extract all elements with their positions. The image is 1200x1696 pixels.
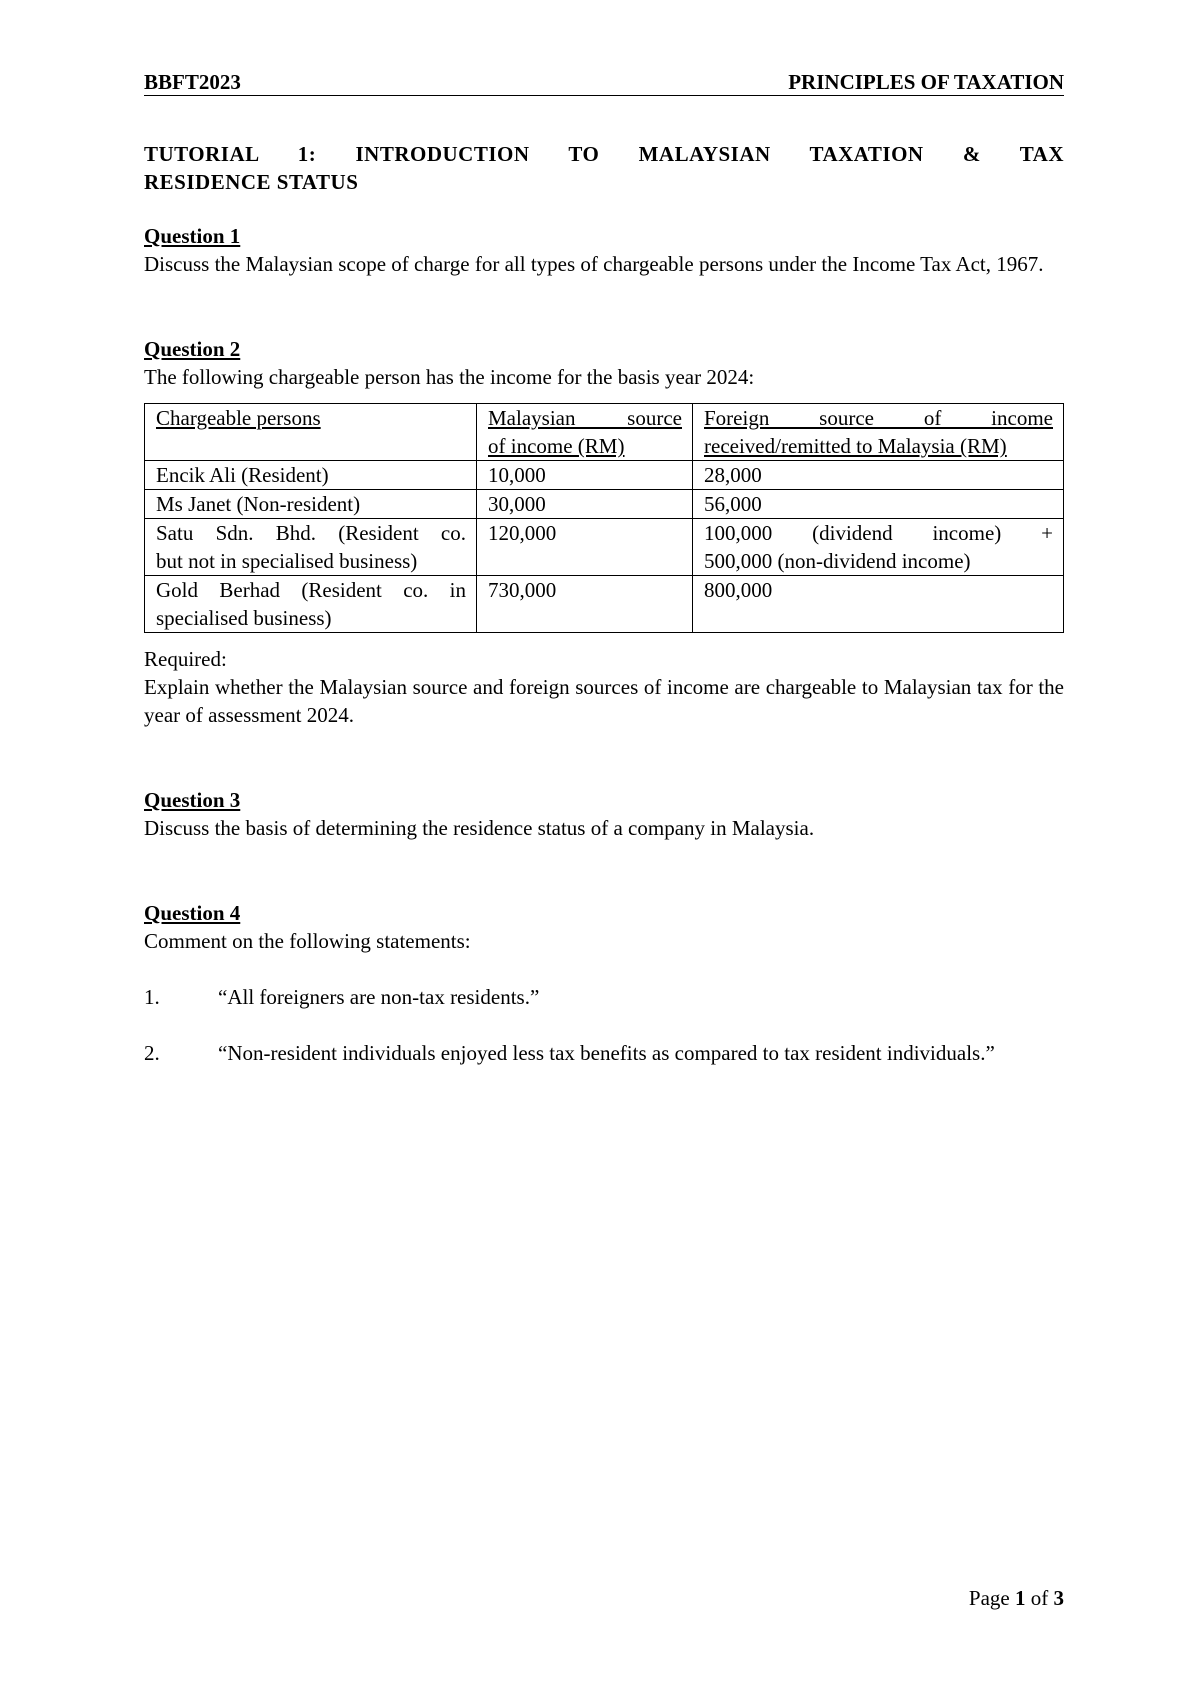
table-row xyxy=(145,461,1064,490)
required-text: Explain whether the Malaysian source and foreign sources of income are chargeable to Malaysian tax for the year of assessment 2024. xyxy=(144,675,1064,727)
question-4-intro: Comment on the following statements: xyxy=(144,929,471,953)
cell-person: Encik Ali (Resident) xyxy=(145,461,477,490)
list-item-number: 1. xyxy=(144,985,160,1009)
cell-foreign-income: 800,000 xyxy=(693,576,1064,633)
running-header xyxy=(144,70,1064,96)
list-item-text: “All foreigners are non-tax residents.” xyxy=(218,985,540,1009)
course-code: BBFT2023 xyxy=(144,70,241,94)
tutorial-title xyxy=(144,140,1064,196)
required-label: Required: xyxy=(144,647,227,671)
question-3-heading: Question 3 xyxy=(144,788,241,812)
page-word: Page xyxy=(968,1586,1010,1610)
question-2 xyxy=(144,335,1064,729)
header-chargeable-persons: Chargeable persons xyxy=(145,404,477,461)
income-table xyxy=(144,403,1064,633)
header-malaysian-source: Malaysian source of income (RM) xyxy=(477,404,693,461)
cell-foreign-income: 28,000 xyxy=(693,461,1064,490)
table-row xyxy=(145,576,1064,633)
cell-malaysian-income: 120,000 xyxy=(477,519,693,576)
page-total: 3 xyxy=(1053,1586,1064,1610)
cell-person: Satu Sdn. Bhd. (Resident co. but not in specialised business) xyxy=(145,519,477,576)
cell-person: Ms Janet (Non-resident) xyxy=(145,490,477,519)
of-word: of xyxy=(1030,1586,1049,1610)
cell-foreign-income: 100,000 (dividend income) + 500,000 (non-dividend income) xyxy=(693,519,1064,576)
cell-malaysian-income: 730,000 xyxy=(477,576,693,633)
title-line-2: RESIDENCE STATUS xyxy=(144,170,359,194)
cell-person: Gold Berhad (Resident co. in specialised business) xyxy=(145,576,477,633)
statement-list xyxy=(144,983,1064,1067)
list-item-text: “Non-resident individuals enjoyed less tax benefits as compared to tax resident individuals.” xyxy=(218,1041,995,1065)
list-item xyxy=(144,983,1064,1011)
list-item-number: 2. xyxy=(144,1041,160,1065)
question-3 xyxy=(144,786,1064,842)
table-row xyxy=(145,490,1064,519)
cell-malaysian-income: 30,000 xyxy=(477,490,693,519)
header-foreign-source: Foreign source of income received/remitted to Malaysia (RM) xyxy=(693,404,1064,461)
table-row xyxy=(145,519,1064,576)
question-2-heading: Question 2 xyxy=(144,337,241,361)
page-current: 1 xyxy=(1015,1586,1026,1610)
question-4 xyxy=(144,899,1064,1067)
question-2-intro: The following chargeable person has the income for the basis year 2024: xyxy=(144,365,755,389)
course-name: PRINCIPLES OF TAXATION xyxy=(788,70,1064,94)
question-4-heading: Question 4 xyxy=(144,901,241,925)
page-footer xyxy=(969,1584,1064,1612)
list-item xyxy=(144,1039,1064,1067)
question-1-text: Discuss the Malaysian scope of charge for all types of chargeable persons under the Income Tax Act, 1967. xyxy=(144,252,1044,276)
title-line-1: TUTORIAL 1: INTRODUCTION TO MALAYSIAN TAXATION & TAX xyxy=(144,142,1064,166)
table-header-row xyxy=(145,404,1064,461)
cell-malaysian-income: 10,000 xyxy=(477,461,693,490)
question-3-text: Discuss the basis of determining the residence status of a company in Malaysia. xyxy=(144,816,815,840)
question-2-required xyxy=(144,645,1064,729)
cell-foreign-income: 56,000 xyxy=(693,490,1064,519)
question-1-heading: Question 1 xyxy=(144,224,241,248)
document-page xyxy=(144,70,1064,1095)
question-1 xyxy=(144,222,1064,278)
